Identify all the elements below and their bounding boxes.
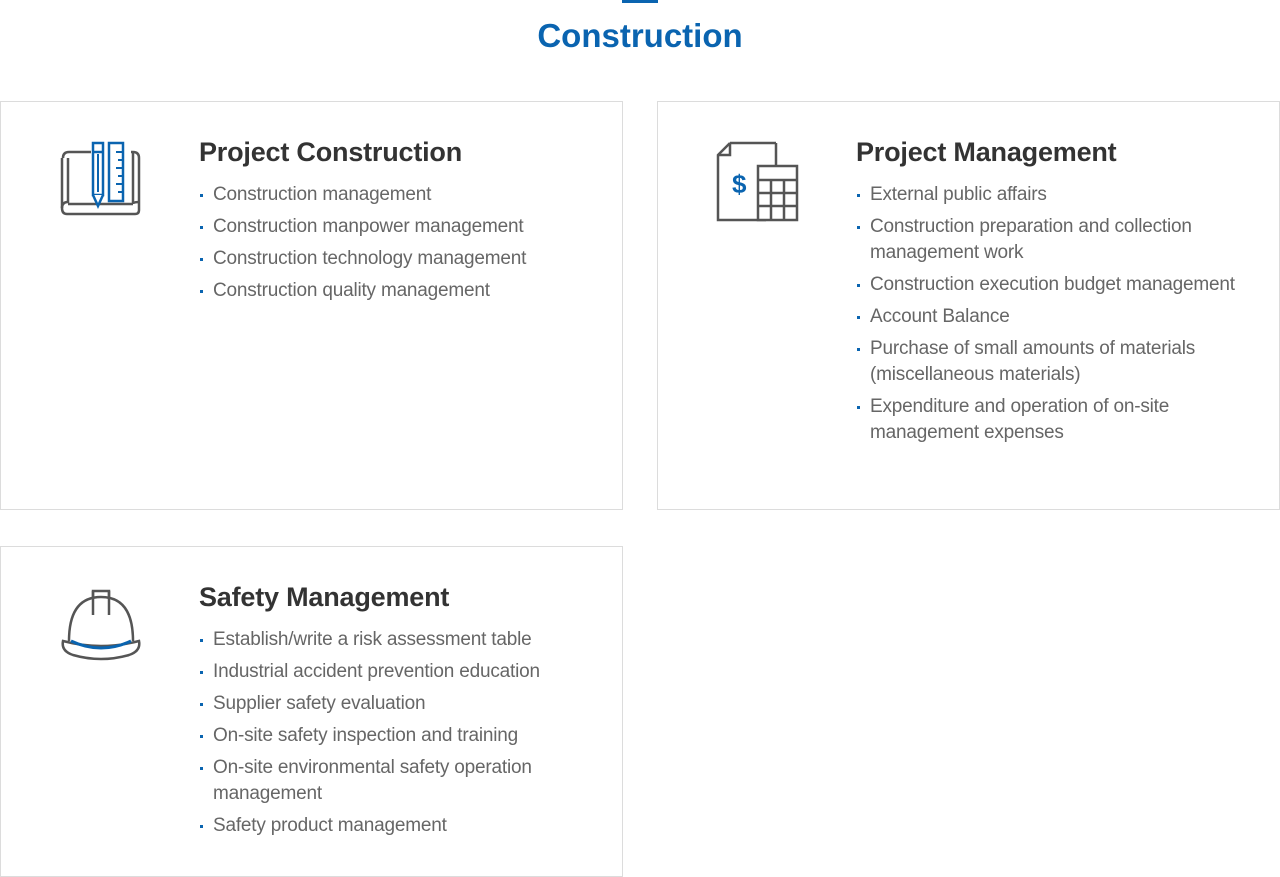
bullet-icon <box>857 226 860 229</box>
list-item <box>199 627 582 653</box>
list-item-label: Supplier safety evaluation <box>213 693 426 714</box>
list-item-label: External public affairs <box>870 184 1047 205</box>
list-item-label: Construction technology management <box>213 248 527 269</box>
list-item-label: Industrial accident prevention education <box>213 661 540 682</box>
list-item <box>199 723 582 749</box>
item-list <box>199 627 582 839</box>
bullet-icon <box>200 703 203 706</box>
bullet-icon <box>200 735 203 738</box>
item-list <box>199 182 582 304</box>
card-body <box>856 134 1239 452</box>
bullet-icon <box>857 316 860 319</box>
list-item-label: Construction management <box>213 184 432 205</box>
bullet-icon <box>200 825 203 828</box>
budget-calculator-icon <box>716 140 800 224</box>
card-project-construction <box>0 101 623 510</box>
list-item-label: On-site safety inspection and training <box>213 725 519 746</box>
list-item-label: Construction execution budget management <box>870 274 1235 295</box>
card-title: Project Management <box>856 137 1117 167</box>
bullet-icon <box>857 194 860 197</box>
item-list <box>856 182 1239 446</box>
bullet-icon <box>857 284 860 287</box>
list-item <box>199 691 582 717</box>
page-title: Construction <box>537 17 743 54</box>
list-item-label: Expenditure and operation of on-site management expenses <box>870 396 1170 443</box>
title-accent-bar <box>622 0 658 3</box>
card-body <box>199 134 582 310</box>
list-item-label: Establish/write a risk assessment table <box>213 629 532 650</box>
list-item-label: Construction quality management <box>213 280 490 301</box>
list-item <box>856 182 1239 208</box>
list-item <box>199 182 582 208</box>
list-item <box>856 304 1239 330</box>
list-item-label: Construction preparation and collection management work <box>870 216 1192 263</box>
list-item-label: Construction manpower management <box>213 216 524 237</box>
card-body <box>199 579 582 845</box>
card-safety-management <box>0 546 623 877</box>
list-item <box>199 278 582 304</box>
bullet-icon <box>200 194 203 197</box>
bullet-icon <box>200 258 203 261</box>
card-title: Project Construction <box>199 137 463 167</box>
list-item <box>856 214 1239 266</box>
list-item <box>199 214 582 240</box>
list-item <box>199 659 582 685</box>
list-item-label: Safety product management <box>213 815 447 836</box>
card-project-management <box>657 101 1280 510</box>
bullet-icon <box>200 226 203 229</box>
list-item-label: Account Balance <box>870 306 1010 327</box>
bullet-icon <box>200 639 203 642</box>
list-item-label: On-site environmental safety operation management <box>213 757 532 804</box>
list-item <box>856 394 1239 446</box>
bullet-icon <box>857 406 860 409</box>
list-item <box>199 755 582 807</box>
bullet-icon <box>200 290 203 293</box>
blueprint-pencil-ruler-icon <box>59 140 143 224</box>
svg-text:$: $ <box>732 169 747 199</box>
hard-hat-icon <box>59 585 143 669</box>
bullet-icon <box>200 767 203 770</box>
list-item <box>856 272 1239 298</box>
card-title: Safety Management <box>199 582 450 612</box>
bullet-icon <box>200 671 203 674</box>
bullet-icon <box>857 348 860 351</box>
list-item <box>856 336 1239 388</box>
list-item-label: Purchase of small amounts of materials (miscellaneous materials) <box>870 338 1196 385</box>
list-item <box>199 246 582 272</box>
list-item <box>199 813 582 839</box>
